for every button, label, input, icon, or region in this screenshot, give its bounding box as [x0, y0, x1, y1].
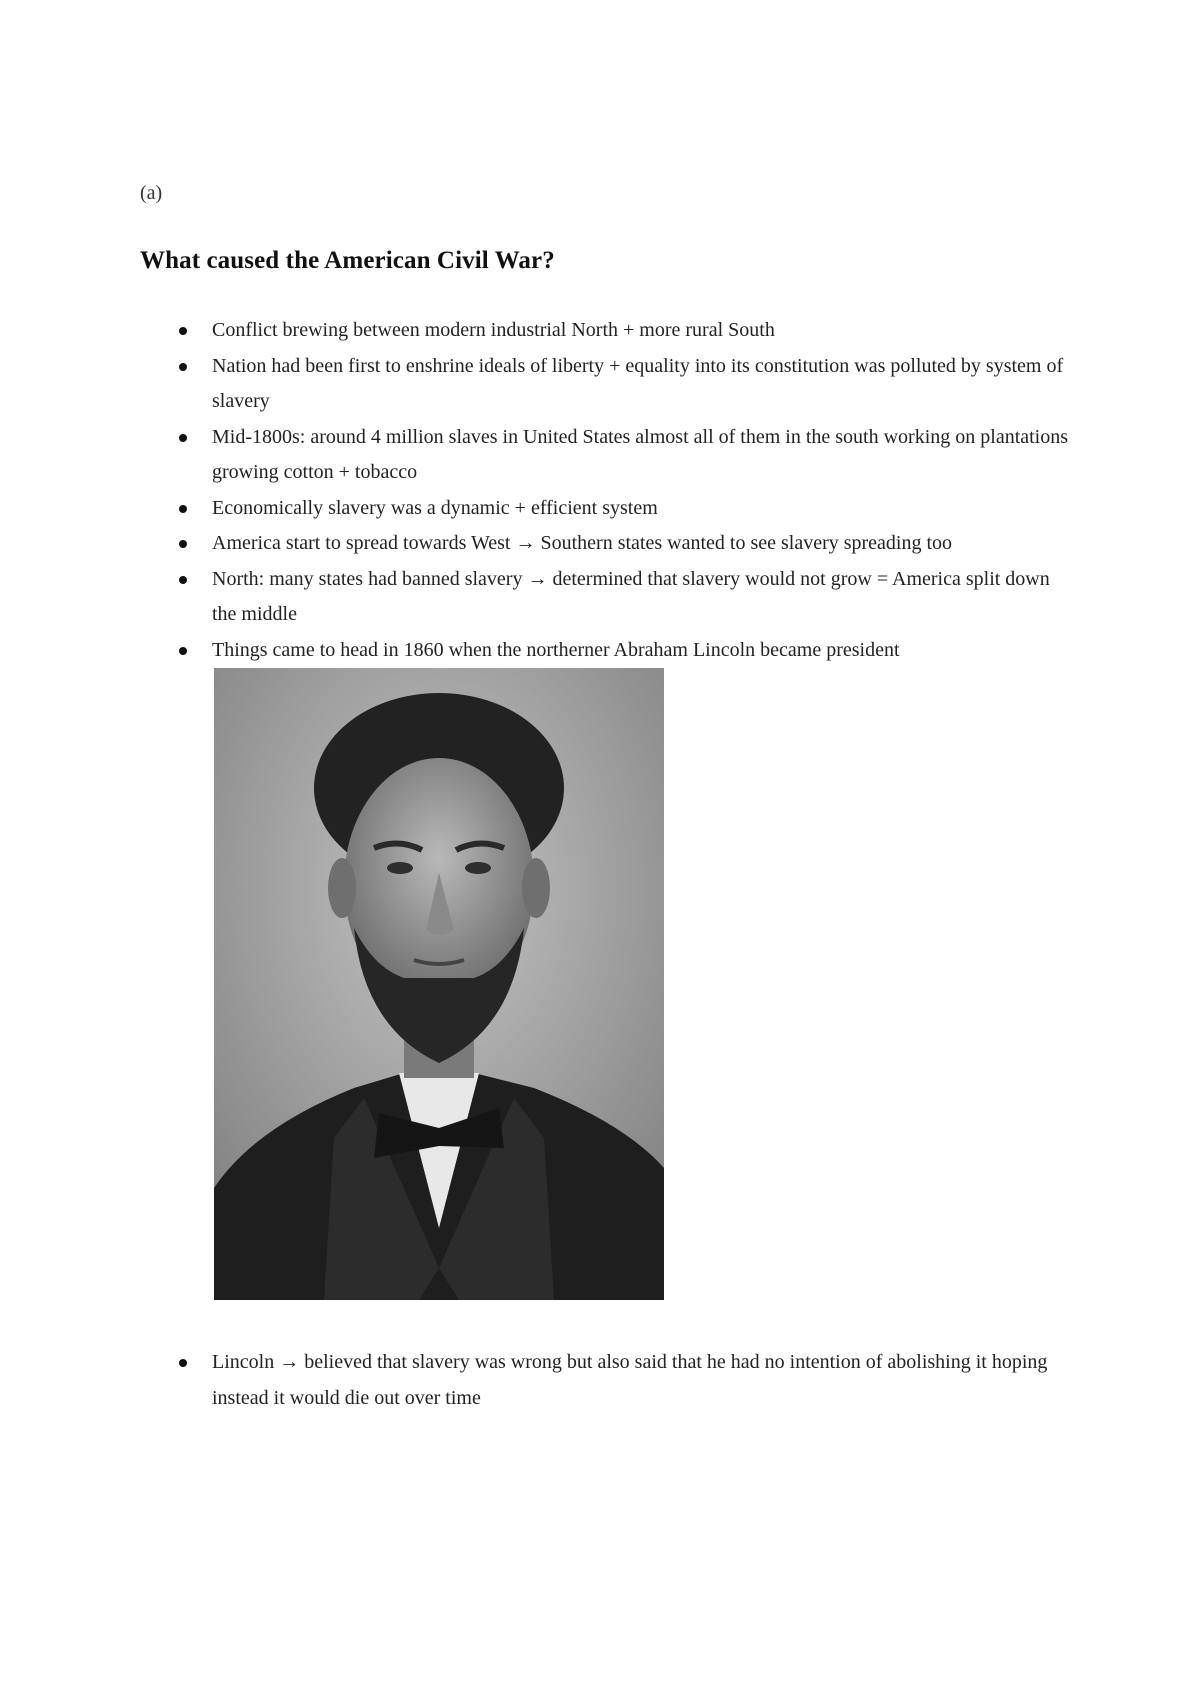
portrait-photo-icon: [214, 668, 664, 1300]
list-item-text: Conflict brewing between modern industrial North + more rural South: [212, 319, 775, 341]
list-item-text: America start to spread towards West → Southern states wanted to see slavery spreading too: [212, 532, 953, 554]
list-item: [175, 349, 1075, 420]
bullet-list-continued: [175, 1345, 1075, 1416]
list-item: [175, 1345, 1075, 1416]
bullet-icon: [179, 1359, 187, 1367]
list-item: [175, 491, 1075, 527]
bullet-list: [175, 313, 1075, 668]
list-item: [175, 562, 1075, 633]
list-item: [175, 526, 1075, 562]
bullet-icon: [179, 434, 187, 442]
bullet-icon: [179, 363, 187, 371]
list-item-text: Things came to head in 1860 when the northerner Abraham Lincoln became president: [212, 638, 900, 661]
bullet-icon: [179, 647, 187, 655]
bullet-icon: [179, 505, 187, 513]
list-item-text: Economically slavery was a dynamic + efficient system: [212, 496, 658, 519]
bullet-icon: [179, 327, 187, 335]
bullet-icon: [179, 540, 187, 548]
page-heading: What caused the American Civil War?: [140, 247, 555, 274]
section-label: (a): [140, 182, 163, 204]
list-item-text: Lincoln → believed that slavery was wrong but also said that he had no intention of abolishing it hoping instead it would die out over time: [212, 1351, 1048, 1409]
list-item: [175, 633, 1075, 669]
list-item: [175, 420, 1075, 491]
list-item: [175, 313, 1075, 349]
list-item-text: North: many states had banned slavery → determined that slavery would not grow = America split down the middle: [212, 567, 1050, 625]
bullet-icon: [179, 576, 187, 584]
list-item-text: Mid-1800s: around 4 million slaves in United States almost all of them in the south working on plantations growing cotton + tobacco: [212, 425, 1069, 483]
list-item-text: Nation had been first to enshrine ideals of liberty + equality into its constitution was polluted by system of slavery: [212, 354, 1064, 412]
